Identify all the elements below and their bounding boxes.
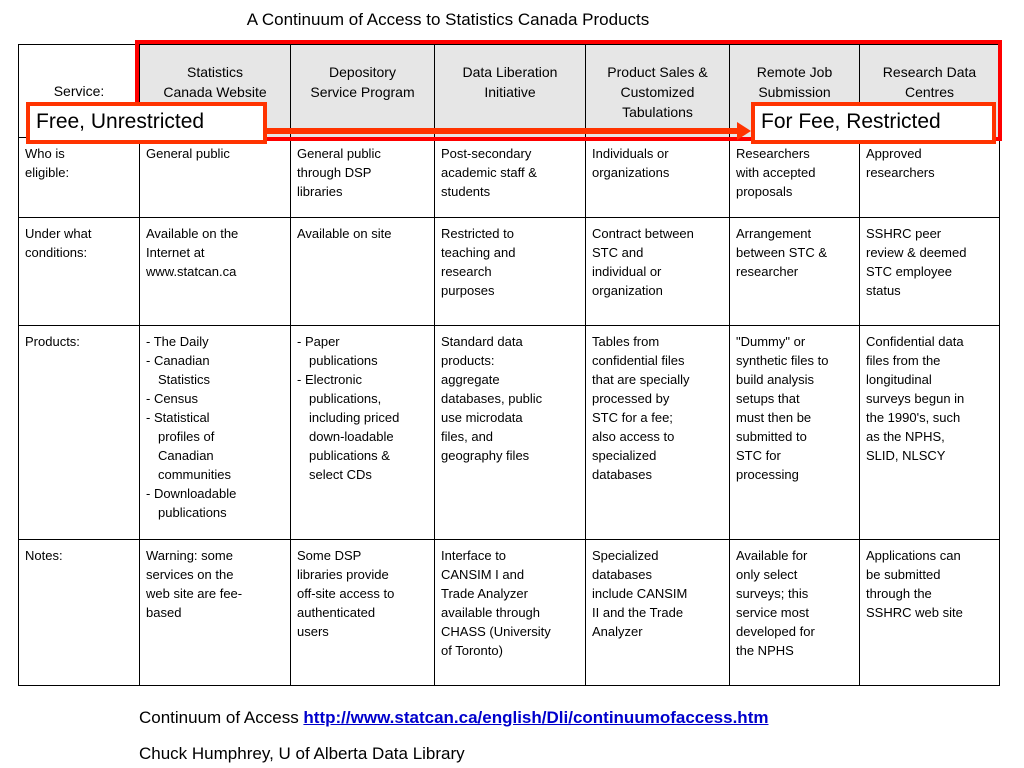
cell-line: Post-secondary [441, 146, 532, 161]
cell-line: STC and [592, 245, 644, 260]
continuum-arrow-line [267, 128, 743, 134]
cell-line: include CANSIM [592, 586, 688, 601]
table-cell [860, 540, 1000, 686]
cell-line: communities [158, 467, 231, 482]
cell-line: including priced [309, 410, 400, 425]
cell-line: geography files [441, 448, 530, 463]
cell-line: databases [592, 467, 652, 482]
cell-line: Interface to [441, 548, 507, 563]
cell-line: that are specially [592, 372, 690, 387]
cell-line: teaching and [441, 245, 516, 260]
table-row [19, 218, 1000, 326]
cell-line: off-site access to [297, 586, 395, 601]
cell-line: purposes [441, 283, 495, 298]
cell-line: - Census [146, 391, 199, 406]
cell-line: libraries [297, 184, 343, 199]
footer-author: Chuck Humphrey, U of Alberta Data Library [139, 744, 465, 763]
cell-line: review & deemed [866, 245, 967, 260]
cell-line: Restricted to [441, 226, 514, 241]
cell-line: through DSP [297, 165, 372, 180]
table-row [19, 326, 1000, 540]
cell-line: researchers [866, 165, 935, 180]
cell-line: also access to [592, 429, 675, 444]
cell-line: status [866, 283, 901, 298]
table-cell [140, 218, 291, 326]
cell-line: Available on the [146, 226, 239, 241]
cell-line: Service Program [310, 84, 415, 100]
cell-line: use microdata [441, 410, 523, 425]
table-cell [291, 326, 435, 540]
cell-line: databases [592, 567, 652, 582]
cell-line: individual or [592, 264, 662, 279]
cell-line: Tables from [592, 334, 660, 349]
cell-line: Arrangement [736, 226, 812, 241]
column-header [586, 45, 730, 138]
cell-line: - Downloadable [146, 486, 237, 501]
cell-line: databases, public [441, 391, 543, 406]
free-unrestricted-tag: Free, Unrestricted [26, 102, 267, 144]
cell-line: Data Liberation [462, 64, 558, 80]
cell-line: General public [297, 146, 381, 161]
cell-line: processing [736, 467, 799, 482]
cell-line: Under what [25, 226, 92, 241]
row-label [19, 326, 140, 540]
cell-line: web site are fee- [146, 586, 243, 601]
footer-source-label: Continuum of Access [139, 708, 304, 727]
cell-line: Analyzer [592, 624, 643, 639]
cell-line: Trade Analyzer [441, 586, 528, 601]
cell-line: Canada Website [163, 84, 267, 100]
cell-line: Tabulations [622, 104, 693, 120]
cell-line: Products: [25, 334, 80, 349]
cell-line: academic staff & [441, 165, 537, 180]
cell-line: STC for [736, 448, 781, 463]
cell-line: between STC & [736, 245, 828, 260]
cell-line: Who is [25, 146, 65, 161]
cell-line: select CDs [309, 467, 372, 482]
cell-line: "Dummy" or [736, 334, 806, 349]
cell-line: Researchers [736, 146, 810, 161]
cell-line: - The Daily [146, 334, 209, 349]
cell-line: Applications can [866, 548, 961, 563]
cell-line: libraries provide [297, 567, 389, 582]
cell-line: publications, [309, 391, 382, 406]
cell-line: Contract between [592, 226, 694, 241]
row-label [19, 540, 140, 686]
cell-line: Warning: some [146, 548, 233, 563]
cell-line: publications [158, 505, 227, 520]
cell-line: research [441, 264, 492, 279]
cell-line: files, and [441, 429, 494, 444]
table-row [19, 138, 1000, 218]
column-header [291, 45, 435, 138]
cell-line: through the [866, 586, 932, 601]
cell-line: submitted to [736, 429, 807, 444]
cell-line: profiles of [158, 429, 215, 444]
table-cell [586, 540, 730, 686]
table-cell [860, 218, 1000, 326]
cell-line: www.statcan.ca [146, 264, 237, 279]
cell-line: Product Sales & [607, 64, 708, 80]
cell-line: service most [736, 605, 809, 620]
table-cell [140, 326, 291, 540]
cell-line: publications & [309, 448, 390, 463]
table-cell [291, 218, 435, 326]
table-cell [435, 540, 586, 686]
cell-line: Remote Job [756, 64, 833, 80]
service-label: Service: [19, 45, 140, 138]
cell-line: researcher [736, 264, 799, 279]
cell-line: authenticated [297, 605, 376, 620]
table-cell [860, 138, 1000, 218]
cell-line: SSHRC web site [866, 605, 963, 620]
column-header [435, 45, 586, 138]
cell-line: organization [592, 283, 663, 298]
table-cell [730, 218, 860, 326]
cell-line: General public [146, 146, 230, 161]
cell-line: Statistics [186, 64, 243, 80]
cell-line: processed by [592, 391, 670, 406]
cell-line: Customized [620, 84, 695, 100]
cell-line: the 1990's, such [866, 410, 961, 425]
cell-line: Available on site [297, 226, 392, 241]
cell-line: conditions: [25, 245, 88, 260]
cell-line: Individuals or [592, 146, 669, 161]
table-cell [435, 326, 586, 540]
table-cell [586, 138, 730, 218]
cell-line: setups that [736, 391, 800, 406]
cell-line: students [441, 184, 491, 199]
cell-line: as the NPHS, [866, 429, 945, 444]
cell-line: publications [309, 353, 378, 368]
cell-line: II and the Trade [592, 605, 684, 620]
footer-source [139, 708, 768, 728]
cell-line: services on the [146, 567, 234, 582]
table-cell [140, 138, 291, 218]
table-cell [291, 540, 435, 686]
cell-line: users [297, 624, 329, 639]
cell-line: synthetic files to [736, 353, 829, 368]
table-cell [586, 326, 730, 540]
table-cell [140, 540, 291, 686]
cell-line: developed for [736, 624, 815, 639]
table-cell [860, 326, 1000, 540]
cell-line: Confidential data [866, 334, 964, 349]
cell-line: Approved [866, 146, 922, 161]
cell-line: Research Data [882, 64, 977, 80]
table-cell [435, 138, 586, 218]
cell-line: confidential files [592, 353, 685, 368]
table-cell [435, 218, 586, 326]
cell-line: surveys; this [736, 586, 809, 601]
cell-line: - Statistical [146, 410, 210, 425]
cell-line: files from the [866, 353, 941, 368]
cell-line: Specialized [592, 548, 659, 563]
cell-line: Initiative [484, 84, 536, 100]
table-cell [586, 218, 730, 326]
cell-line: Statistics [158, 372, 211, 387]
cell-line: SSHRC peer [866, 226, 942, 241]
cell-line: products: [441, 353, 495, 368]
source-link[interactable]: http://www.statcan.ca/english/Dli/continuumofaccess.htm [303, 708, 769, 727]
cell-line: Submission [758, 84, 831, 100]
cell-line: based [146, 605, 182, 620]
fee-restricted-tag: For Fee, Restricted [751, 102, 996, 144]
cell-line: the NPHS [736, 643, 794, 658]
cell-line: Some DSP [297, 548, 362, 563]
cell-line: organizations [592, 165, 670, 180]
cell-line: be submitted [866, 567, 941, 582]
row-label [19, 138, 140, 218]
cell-line: Centres [904, 84, 955, 100]
cell-line: Canadian [158, 448, 214, 463]
cell-line: surveys begun in [866, 391, 965, 406]
cell-line: Internet at [146, 245, 205, 260]
cell-line: Available for [736, 548, 808, 563]
cell-line: Depository [329, 64, 396, 80]
table-cell [730, 540, 860, 686]
cell-line: build analysis [736, 372, 815, 387]
cell-line: eligible: [25, 165, 70, 180]
cell-line: STC employee [866, 264, 952, 279]
cell-line: specialized [592, 448, 657, 463]
table-cell [730, 138, 860, 218]
cell-line: only select [736, 567, 798, 582]
cell-line: proposals [736, 184, 793, 199]
table-cell [291, 138, 435, 218]
cell-line: of Toronto) [441, 643, 503, 658]
cell-line: Standard data [441, 334, 523, 349]
cell-line: SLID, NLSCY [866, 448, 946, 463]
cell-line: with accepted [736, 165, 816, 180]
page-title: A Continuum of Access to Statistics Canada Products [246, 10, 650, 29]
cell-line: STC for a fee; [592, 410, 673, 425]
cell-line: must then be [736, 410, 812, 425]
cell-line: Notes: [25, 548, 63, 563]
cell-line: - Electronic [297, 372, 363, 387]
table-row [19, 540, 1000, 686]
cell-line: longitudinal [866, 372, 932, 387]
cell-line: CANSIM I and [441, 567, 525, 582]
cell-line: aggregate [441, 372, 500, 387]
row-label [19, 218, 140, 326]
cell-line: CHASS (University [441, 624, 551, 639]
cell-line: - Paper [297, 334, 340, 349]
cell-line: - Canadian [146, 353, 210, 368]
table-cell [730, 326, 860, 540]
cell-line: available through [441, 605, 541, 620]
continuum-arrow-head-icon [737, 122, 751, 140]
cell-line: down-loadable [309, 429, 394, 444]
